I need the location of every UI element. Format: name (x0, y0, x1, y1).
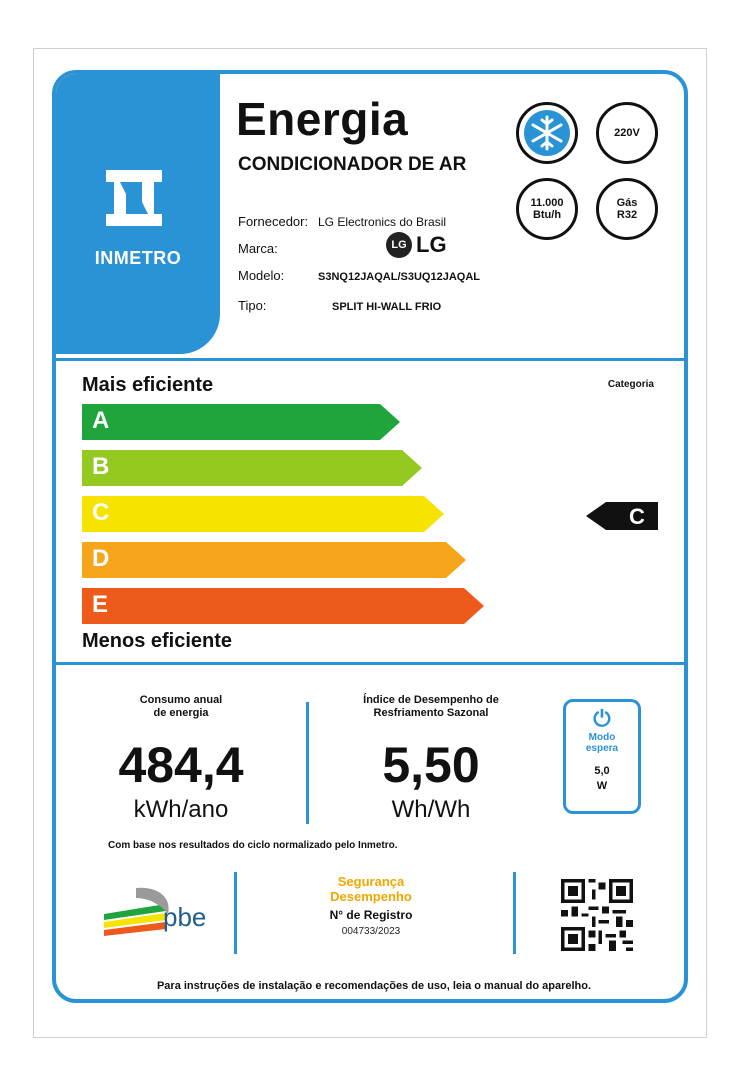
power-icon: ⏻ (593, 706, 611, 731)
consumption-label: Consumo anual de energia (139, 694, 223, 719)
standby-unit: W (596, 780, 608, 792)
inmetro-block (56, 74, 220, 354)
class-bar-c: C (82, 496, 444, 532)
index-unit: Wh/Wh (391, 796, 471, 823)
cert-divider-left (234, 872, 237, 954)
certification-block: Segurança Desempenho N° de Registro 004733/2023 (329, 874, 413, 937)
category-label: Categoria (607, 379, 654, 390)
energy-label (52, 70, 688, 1003)
index-label: Índice de Desempenho de Resfriamento Sazonal (363, 694, 499, 719)
divider-middle (56, 662, 688, 665)
standby-box: ⏻ Modo espera 5,0 W (563, 699, 641, 814)
capacity-badge: 11.000 Btu/h (516, 178, 578, 240)
brand-name: LG (416, 232, 447, 257)
info-supplier: Fornecedor: LG Electronics do Brasil (238, 214, 447, 229)
info-model: Modelo: S3NQ12JAQAL/S3UQ12JAQAL (238, 268, 480, 283)
consumption-value: 484,4 (118, 737, 244, 793)
divider-top (56, 358, 688, 361)
class-bar-e: E (82, 588, 484, 624)
snowflake-icon (523, 109, 571, 157)
less-efficient-label: Menos eficiente (82, 630, 233, 652)
more-efficient-label: Mais eficiente (82, 374, 214, 396)
pbe-text: pbe (163, 902, 207, 932)
voltage-badge: 220V (596, 102, 658, 164)
qr-code-icon (561, 879, 633, 951)
class-bar-d: D (82, 542, 466, 578)
cert-divider-right (513, 872, 516, 954)
inmetro-logo-icon (102, 166, 166, 230)
info-type: Tipo: SPLIT HI-WALL FRIO (238, 298, 442, 313)
normalization-note: Com base nos resultados do ciclo normalizado pelo Inmetro. (108, 840, 398, 851)
label-title: Energia (236, 93, 409, 145)
lg-logo-icon: LG (386, 232, 412, 258)
index-value: 5,50 (382, 737, 480, 793)
gas-badge: Gás R32 (596, 178, 658, 240)
footer-instructions: Para instruções de instalação e recomendações de uso, leia o manual do aparelho. (156, 980, 592, 992)
inmetro-text: INMETRO (94, 248, 182, 268)
metrics-divider (306, 702, 309, 824)
label-subtitle: CONDICIONADOR DE AR (238, 154, 467, 175)
brand-logo (386, 232, 447, 258)
rating-indicator: C (586, 502, 658, 530)
class-bar-a: A (82, 404, 400, 440)
class-bar-b: B (82, 450, 422, 486)
standby-value: 5,0 (594, 765, 610, 777)
consumption-unit: kWh/ano (133, 796, 229, 823)
cooling-badge (516, 102, 578, 164)
info-brand: Marca: (238, 241, 278, 256)
